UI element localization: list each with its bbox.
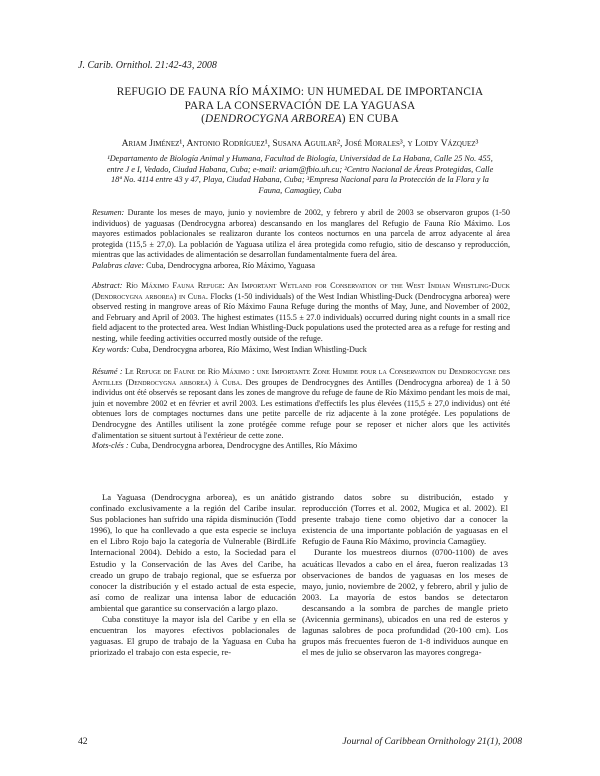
body-paragraph: La Yaguasa (Dendrocygna arborea), es un anátido confinado exclusivamente a la región del Caribe insular. Sus poblaciones han sufrido una rápida disminución (Todd 1996), lo que ha conllevado a que esta especie se incluya en el Libro Rojo bajo la categoría de Vulnerable (BirdLife Internacional 2004). Debido a esto, la Sociedad para el Estudio y la Conservación de las Aves del Caribe, ha creado un grupo de trabajo regional, que se esfuerza por conocer la distribución y el estado actual de esta especie, así como de realizar una intensa labor de educación ambiental que garantice su conservación a largo plazo.: [90, 492, 296, 613]
body-column-right: [302, 492, 508, 658]
page-number: 42: [78, 736, 88, 747]
abstract-block: [92, 281, 510, 355]
resume-label: Résumé :: [92, 367, 123, 376]
resumen-label: Resumen:: [92, 208, 125, 217]
resumen-keywords: [92, 261, 510, 272]
title-line-3: (DENDROCYGNA ARBOREA) EN CUBA: [201, 113, 399, 126]
body-paragraph: Cuba constituye la mayor isla del Caribe y en ella se encuentran los mayores efectivos poblacionales de yaguasas. El grupo de trabajo de la Yaguasa en Cuba ha priorizado el trabajo con esta especie, re-: [90, 614, 296, 658]
resumen-block: [92, 208, 510, 272]
body-paragraph: Durante los muestreos diurnos (0700-1100) de aves acuáticas llevados a cabo en el área, fueron realizadas 13 observaciones de bandos de yaguasas en los meses de mayo, junio, noviembre de 2002, y febrero, abril y julio de 2003. La mayoría de estos bandos se detectaron descansando a la sombra de parches de mangle prieto (Avicennia germinans), ubicados en una red de esteros y lagunas salobres de poca profundidad (20-100 cm). Los grupos más frecuentes fueron de 1-8 individuos aunque en el mes de julio se observaron las mayores congrega-: [302, 547, 508, 658]
affiliations: ¹Departamento de Biología Animal y Humana, Facultad de Biología, Universidad de La Habana, Calle 25 No. 455, entre J e I, Vedado, Ciudad Habana, Cuba; e-mail: ariam@fbio.uh.cu; ²Centro Nacional de Áreas Protegidas, Calle 18ª No. 4114 entre 43 y 47, Playa, Ciudad Habana, Cuba; ³Empresa Nacional para la Protección de la Flora y la Fauna, Camagüey, Cuba: [106, 154, 494, 195]
abstract-heading: Río Máximo Fauna Refuge: An Important Wetland for Conservation of the West Indian Whistling-Duck (Dendrocygna arborea) in Cuba.: [92, 281, 510, 301]
journal-footer: Journal of Caribbean Ornithology 21(1), 2008: [342, 736, 522, 747]
title-species: DENDROCYGNA ARBOREA: [205, 113, 342, 126]
resume-heading: Le Refuge de Faune de Río Máximo : une Importante Zone Humide pour la Conservation du Dendrocygne des Antilles (Dendrocygna arborea) à Cuba.: [92, 367, 510, 387]
abstract-keywords: [92, 345, 510, 356]
resume-keywords: [92, 441, 510, 452]
resume-text: Des groupes de Dendrocygnes des Antilles (Dendrocygna arborea) de 1 à 50 individus ont été observés se reposant dans les zones de mangrove du refuge de faune de Río Máximo pendant les mois de mai, juin et novembre 2002 et en février et avril 2003. Les estimations d'effectifs les plus élevées (115,5 ± 27,0 individus) ont été obtenues lors de comptages nocturnes dans une petite parcelle de riz adjacente à la zone protégée. Les populations de Dendrocygne des Antilles utilisent la zone protégée comme refuge pour se reposer et nicher alors que les activités d'alimentation se situent surtout à l'extérieur de cette zone.: [92, 377, 510, 440]
resume-keywords-label: Mots-clés :: [92, 441, 129, 451]
resume-block: [92, 367, 510, 452]
abstract-keywords-label: Key words:: [92, 344, 130, 354]
abstract-label: Abstract:: [92, 281, 123, 290]
body-paragraph: gistrando datos sobre su distribución, estado y reproducción (Torres et al. 2002, Mugica et al. 2002). El presente trabajo tiene como objetivo dar a conocer la existencia de una importante población de yaguasas en el Refugio de Fauna Río Máximo, provincia Camagüey.: [302, 492, 508, 547]
resumen-text: Durante los meses de mayo, junio y noviembre de 2002, y febrero y abril de 2003 se observaron grupos (1-50 individuos) de yaguasas (Dendrocygna arborea) descansando en los manglares del Refugio de Fauna Río Máximo. Los mayores estimados poblacionales se realizaron durante los conteos nocturnos en una parcela de arroz adyacente al área protegida (115,5 ± 27,0). La población de Yaguasa utiliza el área protegida como refugio, sitio de descanso y reproducción, mientras que las actividades de alimentación se desarrollan fundamentalmente fuera del área.: [92, 208, 510, 260]
title-line-2: PARA LA CONSERVACIÓN DE LA YAGUASA: [184, 99, 416, 112]
resumen-keywords-text: Cuba, Dendrocygna arborea, Río Máximo, Yaguasa: [144, 260, 316, 270]
body-column-left: [90, 492, 296, 658]
title-line-3-rest: EN CUBA: [345, 113, 399, 126]
abstract-keywords-text: Cuba, Dendrocygna arborea, Río Máximo, West Indian Whistling-Duck: [129, 344, 367, 354]
article-title: [78, 86, 522, 127]
resumen-keywords-label: Palabras clave:: [92, 260, 145, 270]
running-head: J. Carib. Ornithol. 21:42-43, 2008: [78, 60, 217, 71]
resume-keywords-text: Cuba, Dendrocygna arborea, Dendrocygne des Antilles, Río Máximo: [128, 441, 358, 451]
title-line-1: REFUGIO DE FAUNA RÍO MÁXIMO: UN HUMEDAL DE IMPORTANCIA: [116, 86, 484, 98]
author-list: Ariam Jiménez¹, Antonio Rodríguez¹, Susana Aguilar², José Morales³, y Loidy Vázquez³: [121, 138, 479, 149]
abstract-text: Flocks (1-50 individuals) of the West Indian Whistling-Duck (Dendrocygna arborea) were observed resting in mangrove areas of Río Máximo Fauna Refuge during the months of May, June, and November of 2002, and February and April of 2003. The highest estimates (115.5 ± 27.0 individuals) occurred during night counts in a small rice field adjacent to the protected area. West Indian Whistling-Duck populations used the protected area as a refuge for resting and nesting, while feeding activities occurred mostly outside of the refuge.: [92, 291, 510, 343]
